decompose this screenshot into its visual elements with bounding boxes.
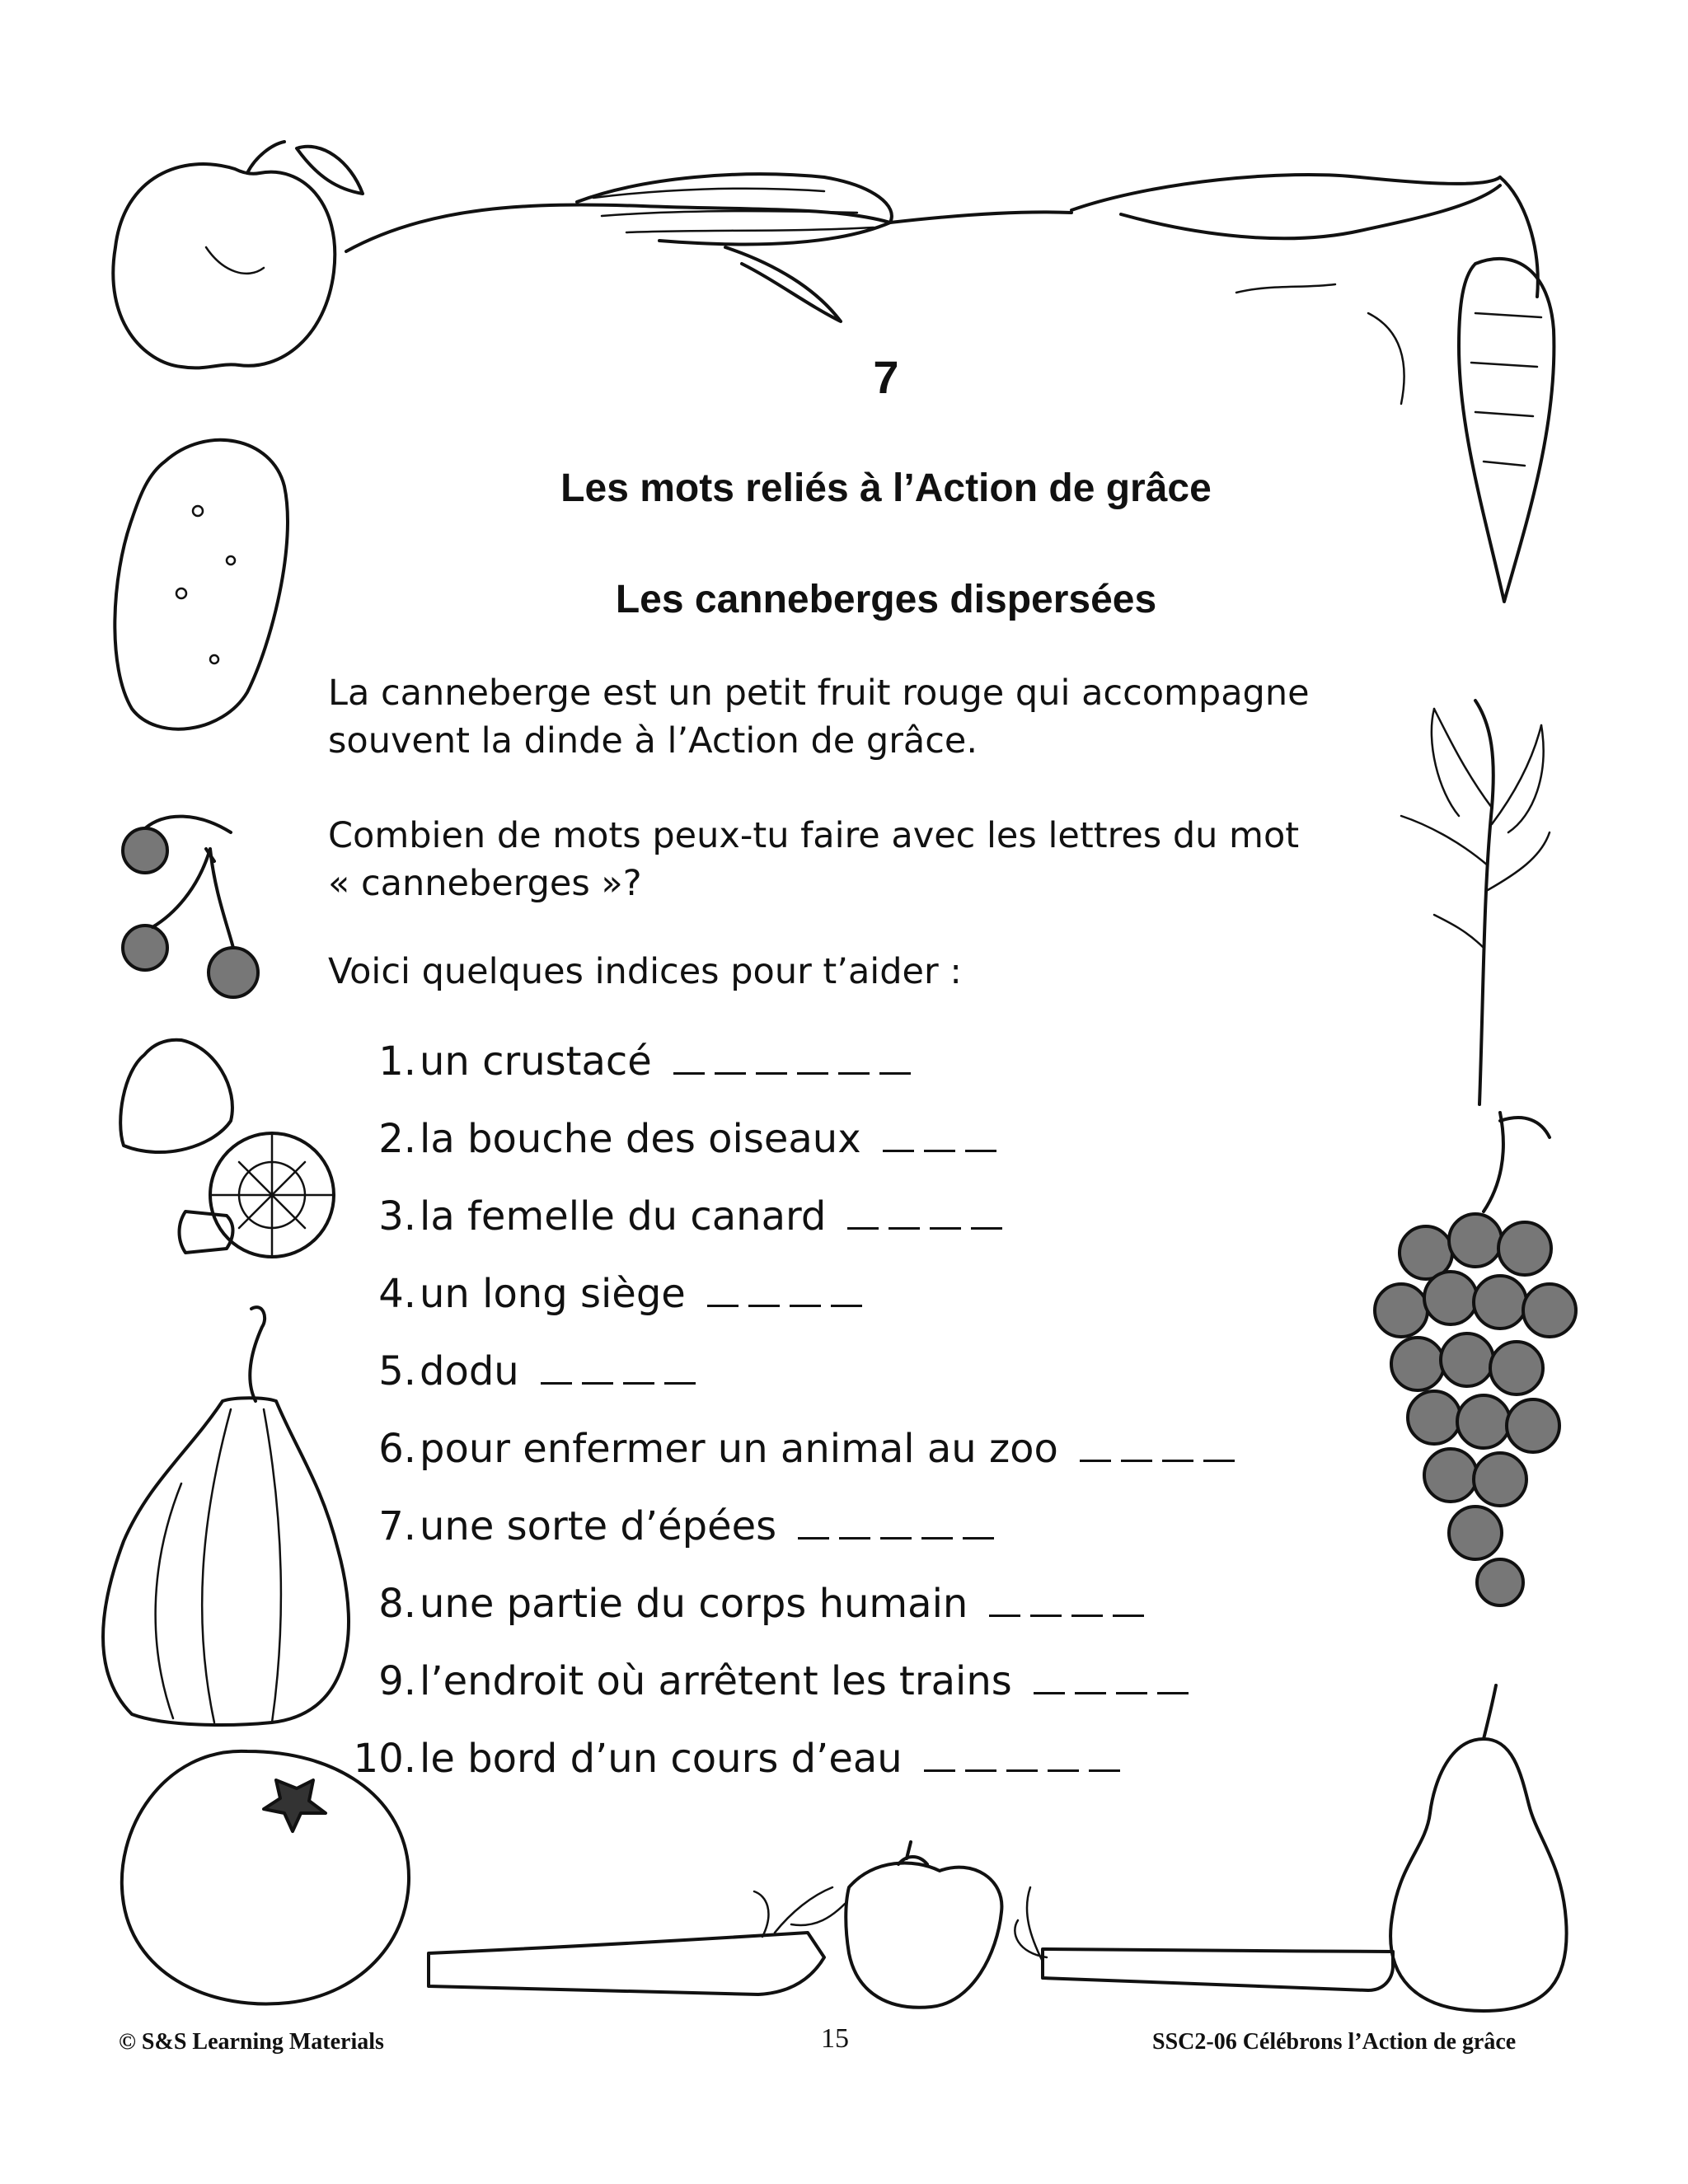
answer-blanks[interactable] <box>1034 1664 1189 1694</box>
clue-text: une partie du corps humain <box>420 1581 968 1627</box>
clue-text: la bouche des oiseaux <box>420 1116 861 1162</box>
hint-intro: Voici quelques indices pour t’aider : <box>328 951 962 992</box>
answer-blank[interactable] <box>1034 1664 1065 1694</box>
answer-blank[interactable] <box>664 1354 696 1385</box>
corn-icon <box>346 174 1071 321</box>
answer-blank[interactable] <box>1080 1432 1111 1462</box>
answer-blank[interactable] <box>756 1044 787 1075</box>
squash-icon <box>103 1307 349 1725</box>
clue-item <box>330 1193 1401 1271</box>
answer-blank[interactable] <box>989 1586 1020 1617</box>
question-line: Combien de mots peux-tu faire avec les lettres du mot <box>328 815 1300 856</box>
answer-blanks[interactable] <box>924 1741 1120 1772</box>
pear-icon <box>1390 1685 1566 2011</box>
answer-blank[interactable] <box>1203 1432 1235 1462</box>
clue-number: 2. <box>378 1116 416 1162</box>
clue-text: un crustacé <box>420 1038 652 1085</box>
answer-blanks[interactable] <box>1080 1432 1235 1462</box>
answer-blank[interactable] <box>1113 1586 1144 1617</box>
clue-number: 5. <box>378 1348 416 1394</box>
clue-item <box>330 1271 1401 1348</box>
clue-text: un long siège <box>420 1271 686 1317</box>
pepper-icon <box>846 1842 1001 2008</box>
answer-blanks[interactable] <box>541 1354 696 1385</box>
answer-blank[interactable] <box>930 1199 961 1230</box>
clue-number: 1. <box>378 1038 416 1085</box>
clue-number: 4. <box>378 1271 416 1317</box>
clue-text: pour enfermer un animal au zoo <box>420 1426 1058 1472</box>
clue-item <box>330 1503 1401 1581</box>
answer-blank[interactable] <box>541 1354 572 1385</box>
clue-item <box>330 1116 1401 1193</box>
answer-blank[interactable] <box>1089 1741 1120 1772</box>
answer-blank[interactable] <box>797 1044 828 1075</box>
answer-blank[interactable] <box>1157 1664 1189 1694</box>
intro-line: La canneberge est un petit fruit rouge qui accompagne <box>328 673 1310 714</box>
answer-blanks[interactable] <box>989 1586 1144 1617</box>
celery-right-icon <box>1015 1887 1393 1990</box>
answer-blank[interactable] <box>1162 1432 1193 1462</box>
answer-blank[interactable] <box>1048 1741 1079 1772</box>
question-paragraph <box>328 812 1424 907</box>
answer-blank[interactable] <box>971 1199 1002 1230</box>
mushroom-icon <box>120 1040 334 1257</box>
answer-blank[interactable] <box>673 1044 705 1075</box>
page-subtitle: Les canneberges dispersées <box>615 578 1157 621</box>
clue-text: l’endroit où arrêtent les trains <box>420 1658 1012 1704</box>
answer-blank[interactable] <box>1030 1586 1062 1617</box>
clue-item <box>330 1038 1401 1116</box>
grapes-icon <box>1375 1113 1576 1605</box>
answer-blank[interactable] <box>889 1199 920 1230</box>
clue-text: le bord d’un cours d’eau <box>420 1736 903 1782</box>
answer-blank[interactable] <box>707 1277 738 1307</box>
apple-icon <box>113 142 363 368</box>
clue-item <box>330 1426 1401 1503</box>
footer-copyright: © S&S Learning Materials <box>119 2029 384 2055</box>
answer-blank[interactable] <box>748 1277 780 1307</box>
intro-line: souvent la dinde à l’Action de grâce. <box>328 720 978 762</box>
answer-blank[interactable] <box>883 1122 914 1152</box>
clue-number: 8. <box>378 1581 416 1627</box>
answer-blanks[interactable] <box>798 1509 994 1540</box>
clue-item <box>330 1658 1401 1736</box>
footer-page-number: 15 <box>821 2023 849 2054</box>
answer-blanks[interactable] <box>847 1199 1002 1230</box>
answer-blank[interactable] <box>715 1044 746 1075</box>
answer-blank[interactable] <box>880 1509 912 1540</box>
answer-blank[interactable] <box>921 1509 953 1540</box>
answer-blank[interactable] <box>790 1277 821 1307</box>
cherries-icon <box>123 817 258 997</box>
activity-number: 7 <box>873 351 899 403</box>
answer-blank[interactable] <box>582 1354 613 1385</box>
clue-text: dodu <box>420 1348 519 1394</box>
clue-item <box>330 1581 1401 1658</box>
clue-item <box>330 1348 1401 1426</box>
clue-text: la femelle du canard <box>420 1193 827 1240</box>
answer-blank[interactable] <box>1116 1664 1147 1694</box>
clue-number: 6. <box>378 1426 416 1472</box>
clue-list <box>330 1038 1401 1813</box>
answer-blank[interactable] <box>965 1741 996 1772</box>
clue-number: 10. <box>353 1736 416 1782</box>
answer-blank[interactable] <box>1071 1586 1103 1617</box>
answer-blanks[interactable] <box>883 1122 996 1152</box>
answer-blanks[interactable] <box>673 1044 911 1075</box>
page-title: Les mots reliés à l’Action de grâce <box>560 466 1212 510</box>
answer-blank[interactable] <box>847 1199 879 1230</box>
celery-icon <box>429 1887 845 1994</box>
clue-text: une sorte d’épées <box>420 1503 777 1549</box>
answer-blanks[interactable] <box>707 1277 862 1307</box>
clue-number: 7. <box>378 1503 416 1549</box>
clue-number: 9. <box>378 1658 416 1704</box>
answer-blank[interactable] <box>839 1509 870 1540</box>
question-line: « canneberges »? <box>328 863 642 904</box>
answer-blank[interactable] <box>1075 1664 1106 1694</box>
intro-paragraph <box>328 669 1424 765</box>
answer-blank[interactable] <box>963 1509 994 1540</box>
answer-blank[interactable] <box>838 1044 870 1075</box>
answer-blank[interactable] <box>924 1741 955 1772</box>
answer-blank[interactable] <box>1006 1741 1038 1772</box>
answer-blank[interactable] <box>1121 1432 1152 1462</box>
answer-blank[interactable] <box>623 1354 654 1385</box>
answer-blank[interactable] <box>965 1122 996 1152</box>
clue-number: 3. <box>378 1193 416 1240</box>
answer-blank[interactable] <box>831 1277 862 1307</box>
clue-item <box>330 1736 1401 1813</box>
answer-blank[interactable] <box>798 1509 829 1540</box>
footer-book-title: SSC2-06 Célébrons l’Action de grâce <box>1152 2029 1517 2055</box>
answer-blank[interactable] <box>879 1044 911 1075</box>
answer-blank[interactable] <box>924 1122 955 1152</box>
